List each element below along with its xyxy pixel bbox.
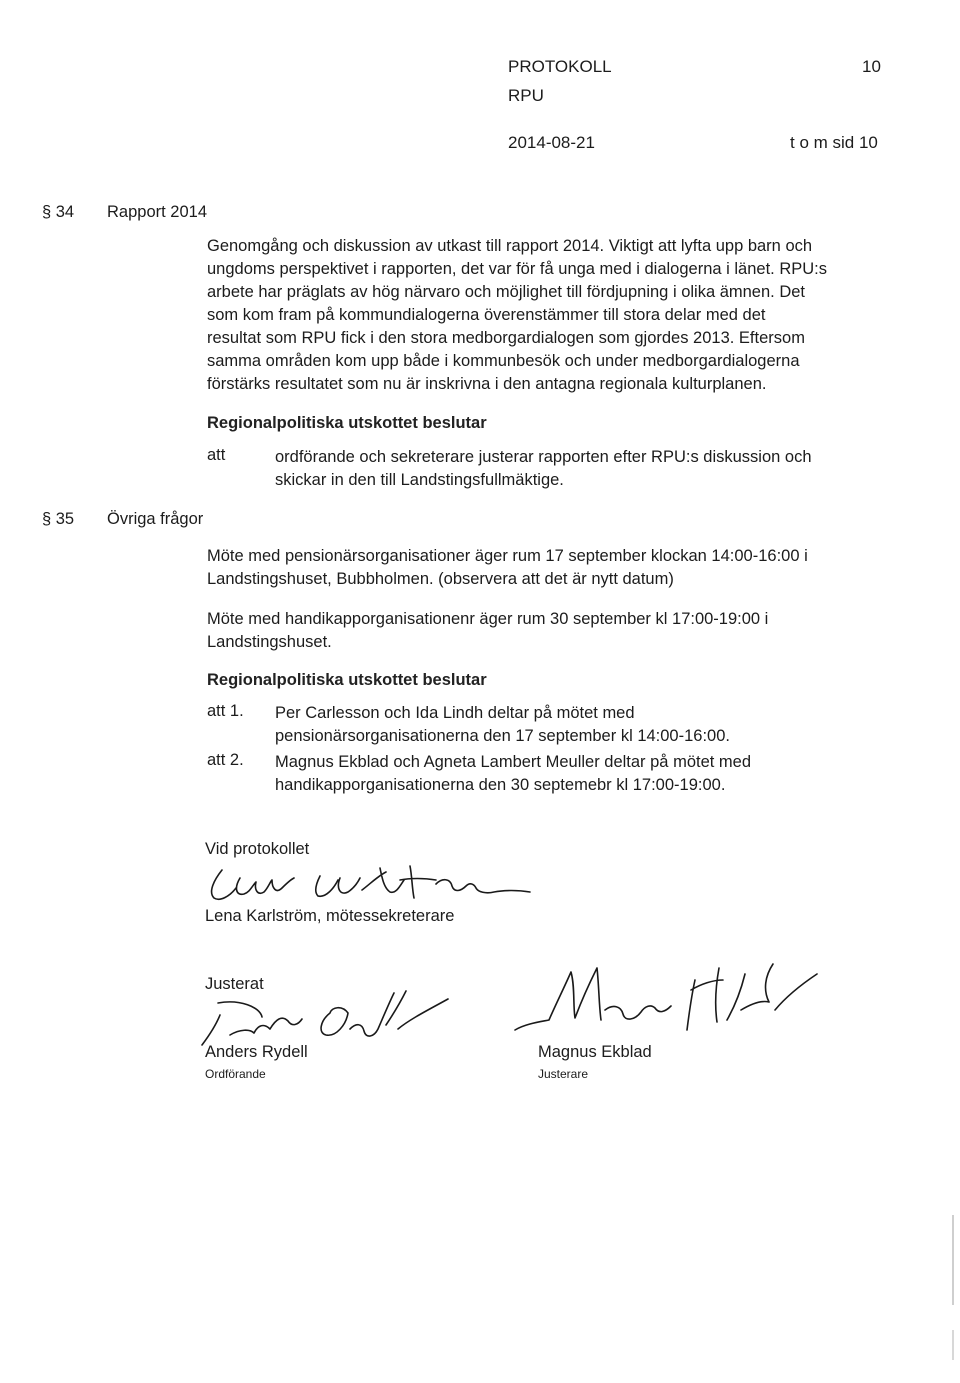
section-34-number: § 34 <box>42 203 75 221</box>
para-line: Landstingshuset. <box>207 633 332 651</box>
signer2-signature <box>505 950 825 1050</box>
secretary-signature <box>200 858 540 908</box>
secretary-name: Lena Karlström, mötessekreterare <box>205 907 455 925</box>
para-line: Landstingshuset, Bubbholmen. (observera att det är nytt datum) <box>207 570 674 588</box>
minutes-label: Vid protokollet <box>205 840 310 858</box>
scan-edge-mark <box>952 1215 954 1305</box>
decision-line: Magnus Ekblad och Agneta Lambert Meuller deltar på mötet med <box>275 753 752 771</box>
page-range: t o m sid 10 <box>790 133 878 152</box>
body-line: som kom fram på kommundialogerna överenstämmer till stora delar med det <box>207 306 766 324</box>
decision-line: handikapporganisationerna den 30 septemebr kl 17:00-19:00. <box>275 776 726 794</box>
section-34-body <box>207 235 857 396</box>
page-number: 10 <box>862 57 881 76</box>
decision-line: skickar in den till Landstingsfullmäktige. <box>275 471 564 489</box>
doc-type: PROTOKOLL <box>508 57 612 76</box>
decision-line: Per Carlesson och Ida Lindh deltar på mötet med <box>275 704 635 722</box>
decision-1-label: att 1. <box>207 702 244 720</box>
decision-1 <box>275 702 875 748</box>
scan-edge-mark <box>952 1330 954 1360</box>
para-line: Möte med handikapporganisationenr äger rum 30 september kl 17:00-19:00 i <box>207 610 769 628</box>
body-line: arbete har präglats av hög närvaro och möjlighet till fördjupning i olika ämnen. Det <box>207 283 806 301</box>
decision-2 <box>275 751 875 797</box>
section-34-decision <box>275 446 875 492</box>
body-line: förstärks resultatet som nu är inskrivna i den antagna regionala kulturplanen. <box>207 375 767 393</box>
section-35-title: Övriga frågor <box>107 510 204 528</box>
adjust-label: Justerat <box>205 975 264 993</box>
decision-line: pensionärsorganisationerna den 17 september kl 14:00-16:00. <box>275 727 730 745</box>
body-line: ungdoms perspektivet i rapporten, det var för få unga med i dialogerna i länet. RPU:s <box>207 260 828 278</box>
body-line: samma områden kom upp både i kommunbesök och under medborgardialogerna <box>207 352 800 370</box>
section-35-number: § 35 <box>42 510 75 528</box>
signer1-name: Anders Rydell <box>205 1043 308 1061</box>
decision-2-label: att 2. <box>207 751 244 769</box>
section-35-para2 <box>207 608 857 654</box>
signer2-role: Justerare <box>538 1067 589 1081</box>
para-line: Möte med pensionärsorganisationer äger rum 17 september klockan 14:00-16:00 i <box>207 547 808 565</box>
body-line: resultat som RPU fick i den stora medborgardialogen som gjordes 2013. Eftersom <box>207 329 805 347</box>
signer1-role: Ordförande <box>205 1067 266 1081</box>
section-34-title: Rapport 2014 <box>107 203 207 221</box>
section-34-decision-heading: Regionalpolitiska utskottet beslutar <box>207 414 487 432</box>
signer2-name: Magnus Ekblad <box>538 1043 652 1061</box>
section-35-decision-heading: Regionalpolitiska utskottet beslutar <box>207 671 487 689</box>
organization: RPU <box>508 86 544 105</box>
decision-line: ordförande och sekreterare justerar rapporten efter RPU:s diskussion och <box>275 448 812 466</box>
section-35-para1 <box>207 545 857 591</box>
meeting-date: 2014-08-21 <box>508 133 595 152</box>
section-34-decision-label: att <box>207 446 226 464</box>
body-line: Genomgång och diskussion av utkast till rapport 2014. Viktigt att lyfta upp barn och <box>207 237 813 255</box>
